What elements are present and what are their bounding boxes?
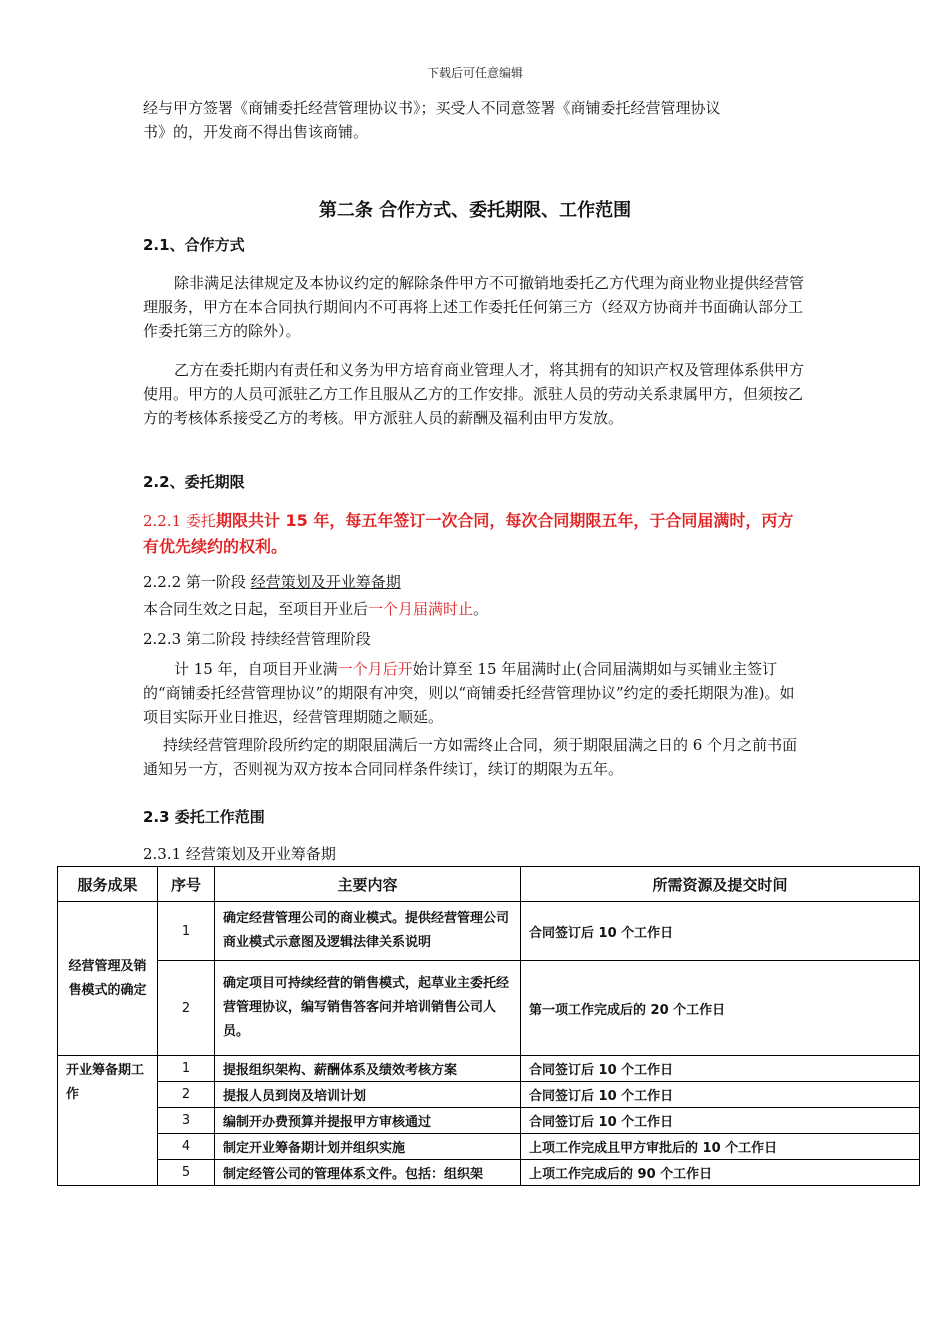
clause-2-2-2-label: 2.2.2 第一阶段 xyxy=(143,573,251,591)
work-scope-table xyxy=(57,866,920,1186)
section-2-1-title: 2.1、合作方式 xyxy=(143,236,245,254)
row-content: 确定经营管理公司的商业模式。提供经营管理公司商业模式示意图及逻辑法律关系说明 xyxy=(215,902,521,961)
row-number: 2 xyxy=(158,1082,215,1108)
row-number: 5 xyxy=(158,1160,215,1186)
clause-2-2-1-text: 期限共计 15 年，每五年签订一次合同，每次合同期限五年，于合同届满时，丙方有优先续约的权利。 xyxy=(143,511,794,556)
row-number: 1 xyxy=(158,1056,215,1082)
table-row xyxy=(58,1134,920,1160)
row-content: 编制开办费预算并提报甲方审核通过 xyxy=(215,1108,521,1134)
table-row xyxy=(58,1082,920,1108)
row-content: 制定经管公司的管理体系文件。包括：组织架 xyxy=(215,1160,521,1186)
clause-2-2-2 xyxy=(143,570,808,594)
row-number: 4 xyxy=(158,1134,215,1160)
intro-line-2: 书》的，开发商不得出售该商铺。 xyxy=(143,123,369,141)
group-2-name: 开业筹备期工作 xyxy=(58,1056,158,1186)
row-time: 合同签订后 10 个工作日 xyxy=(521,1082,920,1108)
table-row xyxy=(58,961,920,1056)
clause-2-2-2-text-b: 一个月届满时止 xyxy=(368,600,474,618)
table-row xyxy=(58,1056,920,1082)
table-row xyxy=(58,1160,920,1186)
clause-2-2-1-lead: 2.2.1 委托 xyxy=(143,512,216,530)
header-main-content: 主要内容 xyxy=(215,867,521,902)
clause-2-2-2-text xyxy=(143,597,808,621)
row-content: 确定项目可持续经营的销售模式，起草业主委托经营管理协议，编写销售答客问并培训销售公司人员。 xyxy=(215,961,521,1056)
intro-line-1: 经与甲方签署《商铺委托经营管理协议书》；买受人不同意签署《商铺委托经营管理协议 xyxy=(143,99,721,117)
row-time: 第一项工作完成后的 20 个工作日 xyxy=(521,961,920,1056)
intro-paragraph xyxy=(143,96,808,144)
clause-2-2-3-text-a: 计 15 年，自项目开业满 xyxy=(174,660,338,678)
clause-2-2-2-title: 经营策划及开业筹备期 xyxy=(250,573,401,591)
row-content: 提报人员到岗及培训计划 xyxy=(215,1082,521,1108)
group-1-name: 经营管理及销售模式的确定 xyxy=(58,902,158,1056)
clause-2-2-3-text xyxy=(143,657,808,729)
header-resources-time: 所需资源及提交时间 xyxy=(521,867,920,902)
row-time: 合同签订后 10 个工作日 xyxy=(521,1056,920,1082)
row-number: 2 xyxy=(158,961,215,1056)
clause-2-2-3-text-c: 始计算至 15 年届满时止(合同届满期如与买铺业主签订的“商铺委托经营管理协议”的期限有冲突，则以“商铺委托经营管理协议”约定的委托期限为准)。如项目实际开业日推迟，经营管理期随之顺延。 xyxy=(143,660,795,726)
row-number: 1 xyxy=(158,902,215,961)
clause-2-2-3: 2.2.3 第二阶段 持续经营管理阶段 xyxy=(143,630,371,648)
row-number: 3 xyxy=(158,1108,215,1134)
article-title: 第二条 合作方式、委托期限、工作范围 xyxy=(318,200,632,221)
table-row xyxy=(58,1108,920,1134)
clause-2-2-2-text-a: 本合同生效之日起，至项目开业后 xyxy=(143,600,369,618)
row-time: 合同签订后 10 个工作日 xyxy=(521,1108,920,1134)
row-content: 提报组织架构、薪酬体系及绩效考核方案 xyxy=(215,1056,521,1082)
table-header-row xyxy=(58,867,920,902)
row-time: 上项工作完成且甲方审批后的 10 个工作日 xyxy=(521,1134,920,1160)
clause-2-2-3-text-b: 一个月后开 xyxy=(337,660,413,678)
section-2-1-paragraph-1: 除非满足法律规定及本协议约定的解除条件甲方不可撤销地委托乙方代理为商业物业提供经营管理服务，甲方在本合同执行期间内不可再将上述工作委托任何第三方（经双方协商并书面确认部分工作委托第三方的除外）。 xyxy=(143,274,805,340)
section-2-2-title: 2.2、委托期限 xyxy=(143,473,245,491)
header-number: 序号 xyxy=(158,867,215,902)
section-2-3-title: 2.3 委托工作范围 xyxy=(143,808,265,826)
table-row xyxy=(58,902,920,961)
row-time: 上项工作完成后的 90 个工作日 xyxy=(521,1160,920,1186)
page-header: 下载后可任意编辑 xyxy=(426,66,523,80)
row-content: 制定开业筹备期计划并组织实施 xyxy=(215,1134,521,1160)
header-service-result: 服务成果 xyxy=(58,867,158,902)
clause-2-2-2-text-c: 。 xyxy=(473,600,489,618)
clause-2-2-1 xyxy=(143,508,808,560)
renewal-paragraph: 持续经营管理阶段所约定的期限届满后一方如需终止合同，须于期限届满之日的 6 个月之前书面通知另一方，否则视为双方按本合同同样条件续订，续订的期限为五年。 xyxy=(143,736,798,778)
section-2-1-paragraph-2: 乙方在委托期内有责任和义务为甲方培育商业管理人才，将其拥有的知识产权及管理体系供甲方使用。甲方的人员可派驻乙方工作且服从乙方的工作安排。派驻人员的劳动关系隶属甲方，但须按乙方的考核体系接受乙方的考核。甲方派驻人员的薪酬及福利由甲方发放。 xyxy=(143,361,805,427)
section-2-3-1-title: 2.3.1 经营策划及开业筹备期 xyxy=(143,845,336,863)
row-time: 合同签订后 10 个工作日 xyxy=(521,902,920,961)
